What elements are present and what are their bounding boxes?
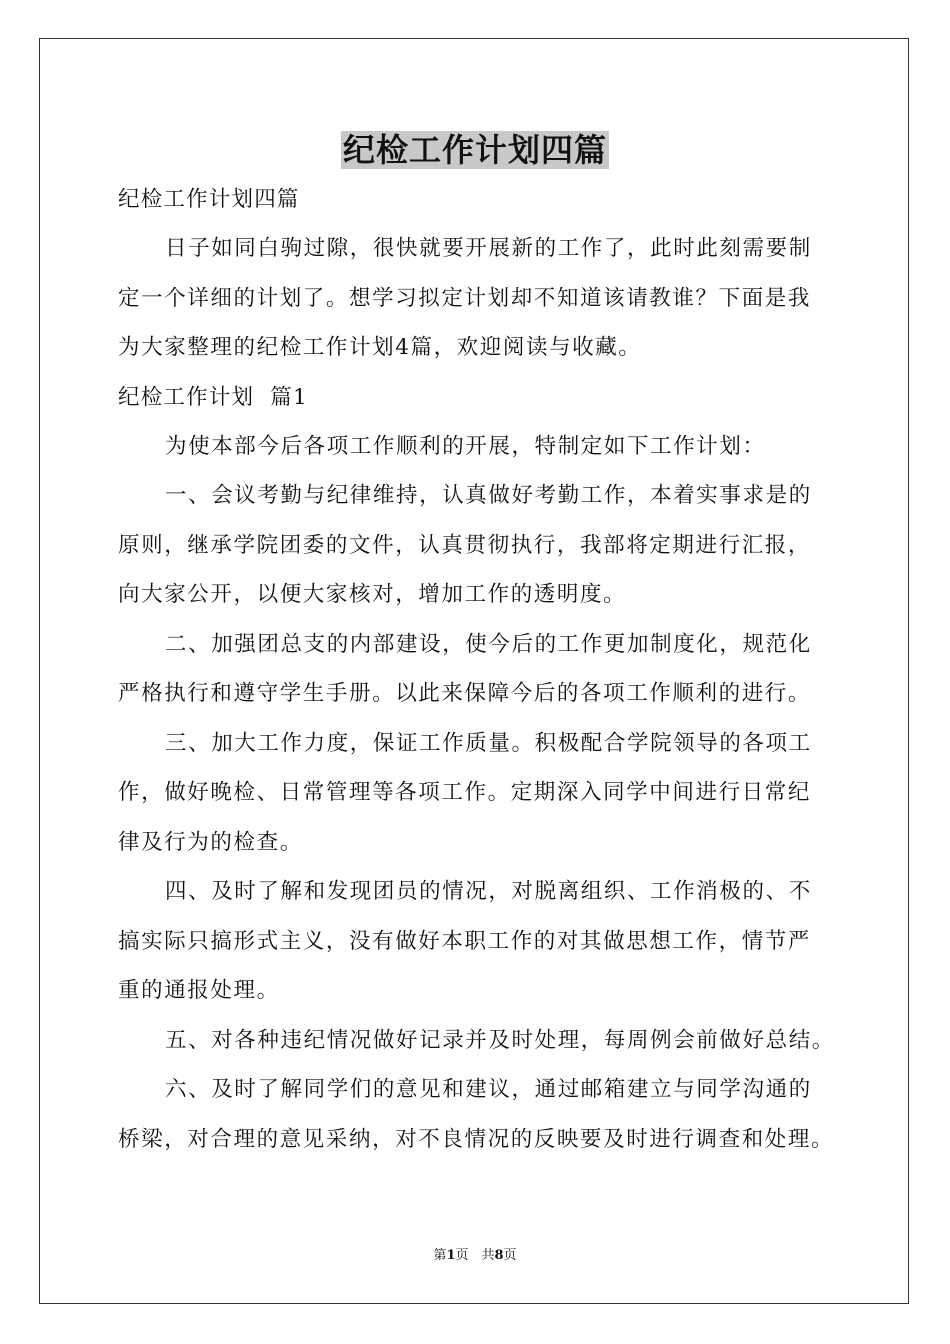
body-line: 为使本部今后各项工作顺利的开展，特制定如下工作计划： bbox=[165, 433, 766, 459]
document-title-text: 纪检工作计划四篇 bbox=[342, 131, 607, 169]
intro-line: 定一个详细的计划了。想学习拟定计划却不知道该请教谁？下面是我 bbox=[118, 285, 812, 311]
intro-line: 日子如同白驹过隙，很快就要开展新的工作了，此时此刻需要制 bbox=[165, 236, 812, 261]
page-mid: 页 共 bbox=[455, 1248, 495, 1263]
body-line: 桥梁，对合理的意见采纳，对不良情况的反映要及时进行调查和处理。 bbox=[118, 1126, 835, 1152]
body-line: 四、及时了解和发现团员的情况，对脱离组织、工作消极的、不 bbox=[165, 879, 812, 904]
body-line: 重的通报处理。 bbox=[118, 978, 280, 1003]
body-line: 律及行为的检查。 bbox=[118, 829, 303, 855]
page-footer bbox=[0, 1246, 950, 1266]
body-line: 一、会议考勤与纪律维持，认真做好考勤工作，本着实事求是的 bbox=[165, 483, 812, 508]
body-line: 严格执行和遵守学生手册。以此来保障今后的各项工作顺利的进行。 bbox=[118, 681, 812, 706]
intro-line: 为大家整理的纪检工作计划4篇，欢迎阅读与收藏。 bbox=[118, 335, 642, 360]
body-line: 三、加大工作力度，保证工作质量。积极配合学院领导的各项工 bbox=[165, 730, 812, 756]
subtitle: 纪检工作计划四篇 bbox=[118, 187, 300, 212]
body-line: 原则，继承学院团委的文件，认真贯彻执行，我部将定期进行汇报， bbox=[118, 532, 812, 558]
body-line: 二、加强团总支的内部建设，使今后的工作更加制度化，规范化 bbox=[165, 631, 812, 657]
page-current: 1 bbox=[446, 1248, 456, 1263]
body-line: 搞实际只搞形式主义，没有做好本职工作的对其做思想工作，情节严 bbox=[118, 928, 812, 954]
page-prefix: 第 bbox=[433, 1248, 447, 1263]
document-title bbox=[0, 128, 950, 172]
section-heading: 纪检工作计划 篇1 bbox=[118, 384, 308, 410]
body-line: 六、及时了解同学们的意见和建议，通过邮箱建立与同学沟通的 bbox=[165, 1077, 812, 1102]
document-body bbox=[118, 180, 838, 1169]
body-line: 作，做好晚检、日常管理等各项工作。定期深入同学中间进行日常纪 bbox=[118, 780, 812, 805]
body-line: 向大家公开，以便大家核对，增加工作的透明度。 bbox=[118, 582, 627, 607]
page-suffix: 页 bbox=[503, 1248, 517, 1263]
page-total: 8 bbox=[494, 1248, 504, 1263]
body-line: 五、对各种违纪情况做好记录并及时处理，每周例会前做好总结。 bbox=[165, 1027, 835, 1053]
